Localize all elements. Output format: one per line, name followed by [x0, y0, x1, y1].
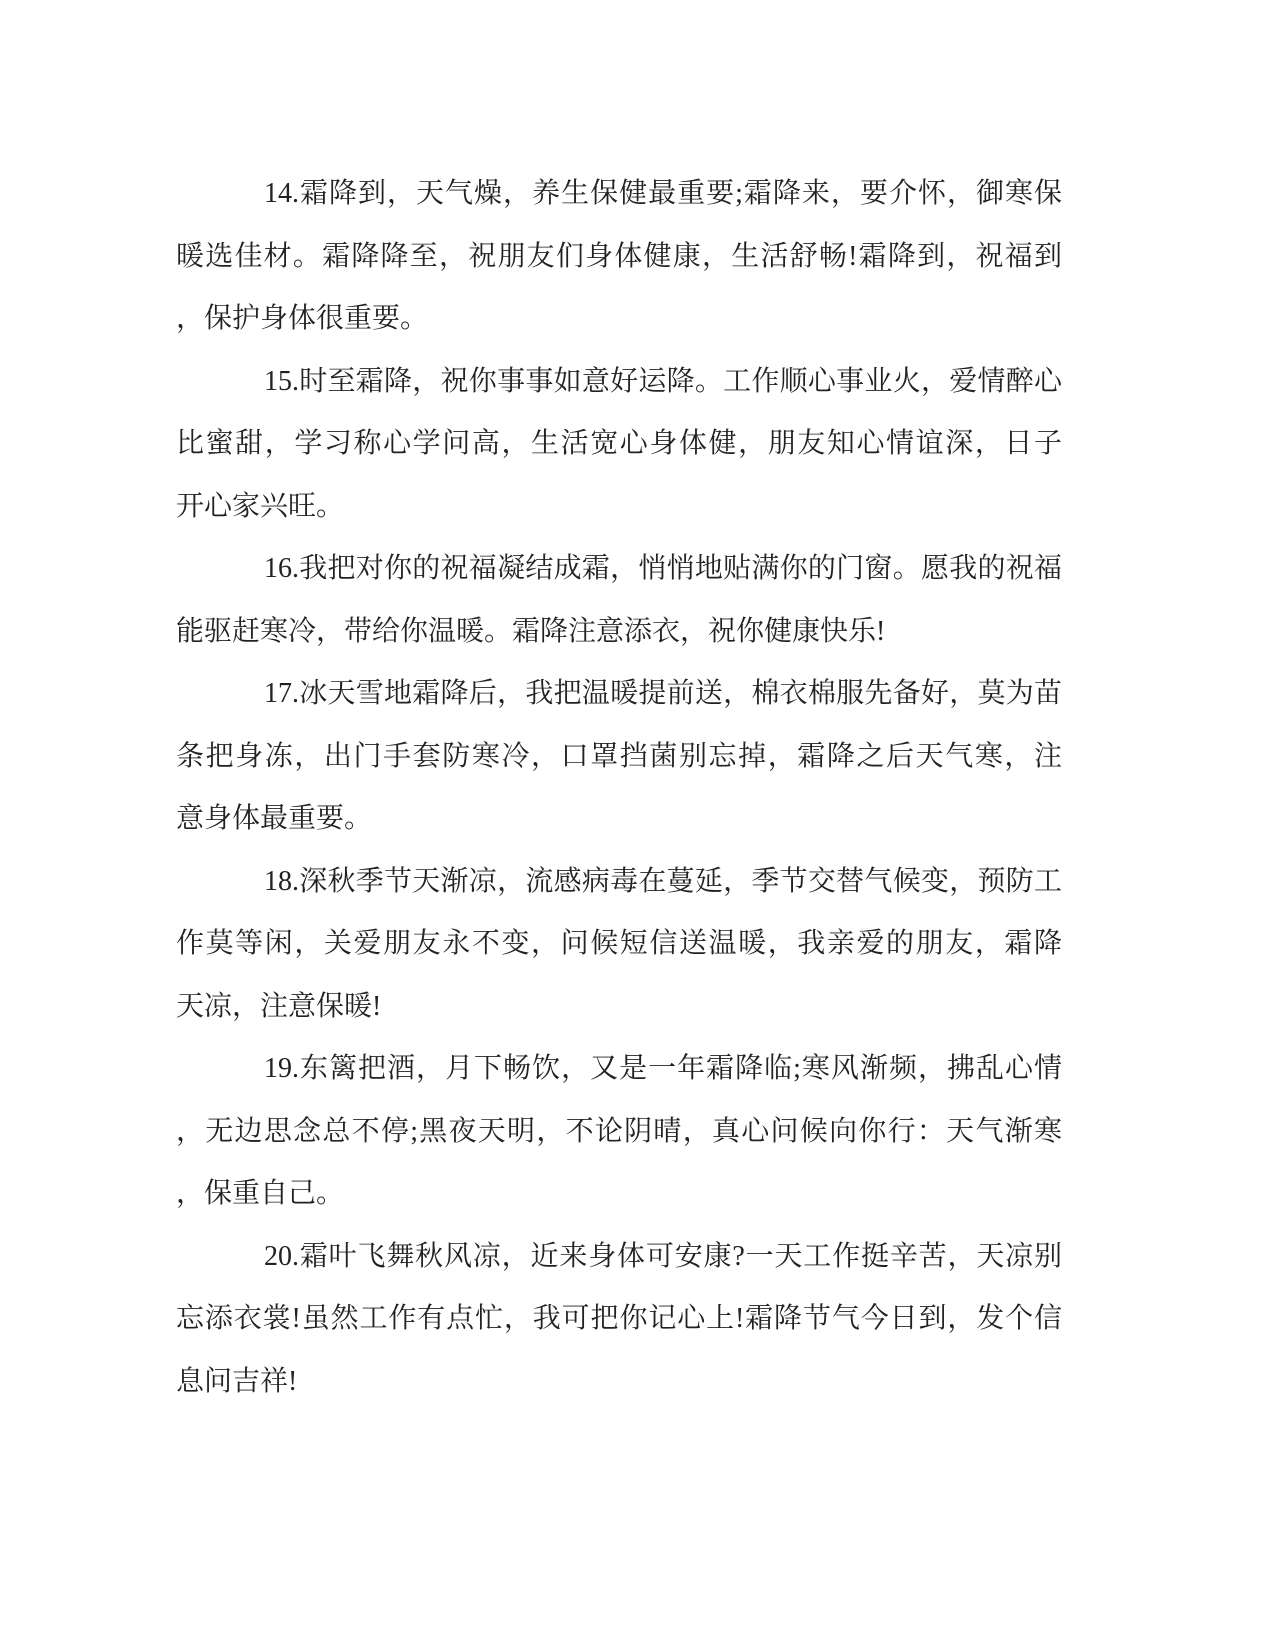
text-line: 息问吉祥!: [176, 1365, 298, 1397]
paragraph-18: [176, 851, 1062, 1039]
text-line: 条把身冻，出门手套防寒冷，口罩挡菌别忘掉，霜降之后天气寒，注: [176, 740, 1062, 772]
paragraph-20: [176, 1226, 1062, 1414]
text-line: ，保重自己。: [176, 1178, 345, 1209]
text-line: 作莫等闲，关爱朋友永不变，问候短信送温暖，我亲爱的朋友，霜降: [176, 928, 1062, 959]
text-line: 忘添衣裳!虽然工作有点忙，我可把你记心上!霜降节气今日到，发个信: [176, 1303, 1062, 1334]
paragraph-17: [176, 663, 1062, 851]
text-content: [176, 163, 1062, 1413]
text-line: ，无边思念总不停;黑夜天明，不论阴晴，真心问候向你行：天气渐寒: [176, 1115, 1062, 1147]
text-line: 暖选佳材。霜降降至，祝朋友们身体健康，生活舒畅!霜降到，祝福到: [176, 240, 1062, 272]
text-line: 意身体最重要。: [176, 803, 373, 834]
paragraph-19: [176, 1038, 1062, 1226]
text-line: 16.我把对你的祝福凝结成霜，悄悄地贴满你的门窗。愿我的祝福: [264, 553, 1062, 584]
text-line: 14.霜降到，天气燥，养生保健最重要;霜降来，要介怀，御寒保: [264, 178, 1062, 209]
paragraph-14: [176, 163, 1062, 351]
text-line: 能驱赶寒冷，带给你温暖。霜降注意添衣，祝你健康快乐!: [176, 615, 886, 647]
text-line: ，保护身体很重要。: [176, 303, 429, 334]
text-line: 20.霜叶飞舞秋风凉，近来身体可安康?一天工作挺辛苦，天凉别: [264, 1240, 1062, 1272]
text-line: 19.东篱把酒，月下畅饮，又是一年霜降临;寒风渐频，拂乱心情: [264, 1053, 1062, 1084]
text-line: 15.时至霜降，祝你事事如意好运降。工作顺心事业火，爱情醉心: [264, 365, 1062, 397]
paragraph-16: [176, 538, 1062, 663]
paragraph-15: [176, 351, 1062, 539]
text-line: 17.冰天雪地霜降后，我把温暖提前送，棉衣棉服先备好，莫为苗: [264, 678, 1062, 709]
text-line: 18.深秋季节天渐凉，流感病毒在蔓延，季节交替气候变，预防工: [264, 865, 1062, 897]
text-line: 开心家兴旺。: [176, 490, 345, 522]
text-line: 天凉，注意保暖!: [176, 990, 382, 1022]
text-line: 比蜜甜，学习称心学问高，生活宽心身体健，朋友知心情谊深，日子: [176, 428, 1062, 459]
